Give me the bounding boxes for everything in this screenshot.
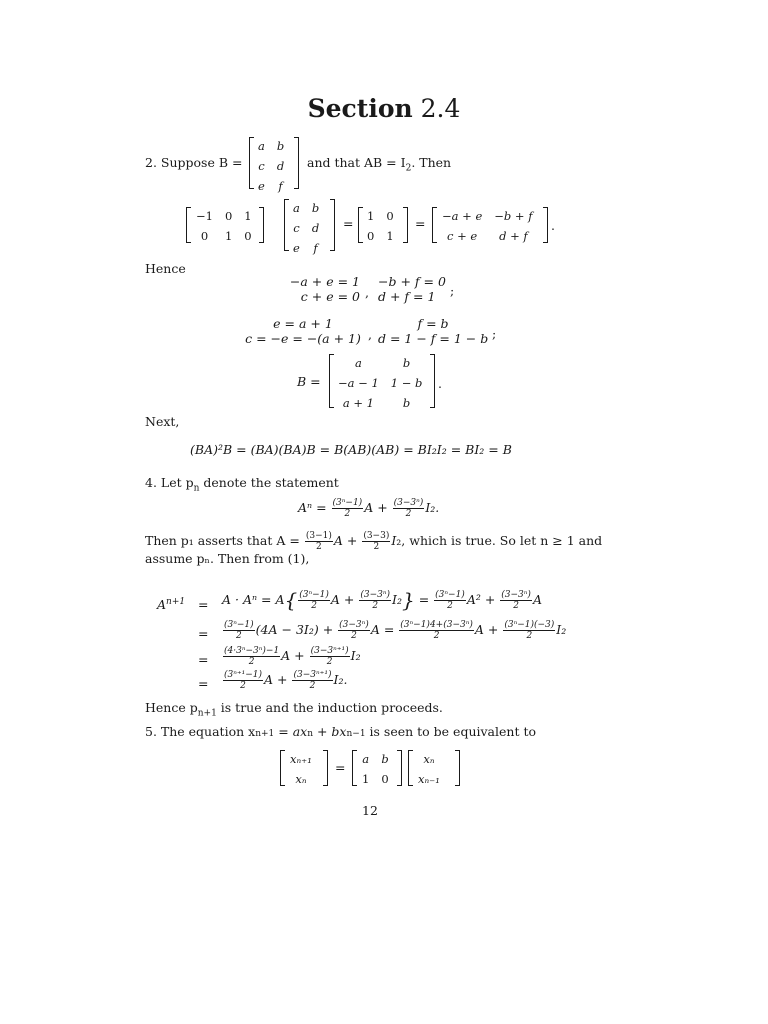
comma: , [368, 327, 372, 342]
p4-then-1: Then p₁ asserts that A = $\frac{(3-1)}{2}$ A + $\frac{(3-3)}{2}$ I₂, which is true. So let n ≥ 1 and [145, 531, 603, 552]
cell: a [258, 139, 265, 153]
bracket [430, 354, 435, 408]
then-tail: , which is true. So let n ≥ 1 and [401, 533, 603, 548]
deriv-eq-3: = [198, 652, 209, 667]
bracket [259, 207, 264, 243]
cell: d [311, 221, 320, 235]
p5-intro-text: 5. The equation x [145, 724, 256, 739]
cell: e [293, 241, 300, 255]
cell: 1 [386, 229, 394, 243]
cell: e [258, 179, 265, 193]
equals: = [343, 216, 354, 231]
bracket [543, 207, 548, 243]
p5-intro-rest: is seen to be equivalent to [365, 724, 537, 739]
matrix-X0 [412, 749, 446, 789]
B-equals: B = [297, 374, 321, 389]
p4-hence [145, 700, 443, 722]
p4-then-2: assume pₙ. Then from (1), [145, 551, 310, 566]
eq2-right [378, 316, 488, 346]
cell: xₙ [423, 752, 435, 766]
matrix-A [190, 206, 258, 246]
semicolon: ; [450, 283, 455, 298]
eq1-right [378, 274, 446, 304]
matrix-AB [436, 206, 538, 246]
p2-intro-tail [307, 155, 451, 177]
cell: b [381, 752, 389, 766]
p2-intro-b: and that AB = I [307, 155, 406, 170]
bracket [330, 199, 335, 251]
then-text: Then p₁ asserts that A = [145, 533, 304, 548]
cell: −1 [196, 209, 213, 223]
p2-intro-c: . Then [411, 155, 452, 170]
cell: b [402, 356, 411, 370]
equals: = [415, 216, 426, 231]
cell: f [278, 179, 283, 193]
bracket [294, 137, 299, 189]
deriv-eq-1: = [198, 597, 209, 612]
derivation-lhs: $A^{n+1}$ [157, 597, 186, 613]
section-word: Section [307, 94, 413, 123]
cell: c [293, 221, 300, 235]
p2-sub: 2 [405, 163, 412, 174]
section-title [0, 92, 768, 126]
hence-tail: is true and the induction proceeds. [216, 700, 443, 715]
eq-line: e = a + 1 [273, 316, 333, 331]
matrix-B [252, 136, 290, 196]
eq1-left [280, 274, 360, 304]
bracket [323, 750, 328, 786]
cell: xₙ₋₁ [418, 772, 440, 786]
period: . [551, 218, 555, 233]
eq-line: c = −e = −(a + 1) [245, 331, 361, 346]
hence-sub: n+1 [197, 708, 217, 719]
bracket [403, 207, 408, 243]
eq-line: d = 1 − f = 1 − b [378, 331, 489, 346]
cell: 1 [244, 209, 252, 223]
deriv-eq-4: = [198, 676, 209, 691]
p4-intro-tail: denote the statement [199, 475, 339, 490]
cell: xₙ [295, 772, 307, 786]
p4-intro-text: 4. Let p [145, 475, 194, 490]
cell: 0 [367, 229, 375, 243]
p4-statement: Aⁿ = $\frac{\text{(3ⁿ−1)}}{2}$ A + $\frac{\text{(3−3ⁿ)}}{2}$ I₂. [298, 498, 440, 519]
eq2-left [245, 316, 361, 346]
cell: b [402, 396, 411, 410]
comma: , [365, 285, 369, 300]
cell: d + f [499, 229, 528, 243]
cell: 0 [386, 209, 394, 223]
cell: 1 − b [390, 376, 423, 390]
p2-intro [145, 155, 242, 170]
eq-line: d + f = 1 [378, 289, 436, 304]
cell: b [276, 139, 285, 153]
p2-intro-a: 2. Suppose B = [145, 155, 243, 170]
matrix-X1 [284, 749, 318, 789]
cell: c + e [447, 229, 478, 243]
cell: a [293, 201, 300, 215]
derivation-line-1: A · Aⁿ = A{ $\frac{\text{(3ⁿ−1)}}{2}$ A + $\frac{\text{(3−3ⁿ)}}{2}$ I₂} = $\frac{\text{(3ⁿ−1)}}{2}$ A² + $\frac{\text{(3−3ⁿ)}}{2}$ A [222, 588, 542, 612]
page-number: 12 [362, 803, 378, 818]
cell: 1 [224, 229, 233, 243]
cell: f [313, 241, 318, 255]
cell: a + 1 [342, 396, 374, 410]
cell: 0 [244, 229, 252, 243]
cell: b [311, 201, 320, 215]
cell: 0 [381, 772, 389, 786]
cell: 1 [367, 209, 375, 223]
period: . [438, 376, 442, 391]
eq-line: −a + e = 1 [289, 274, 360, 289]
semicolon: ; [492, 326, 497, 341]
matrix-M [356, 749, 395, 789]
matrix-I [361, 206, 400, 246]
eq-line: f = b [417, 316, 449, 331]
cell: xₙ₊₁ [290, 752, 312, 766]
p5-intro: 5. The equation xn+1 = axn + bxn−1 is seen to be equivalent to [145, 724, 537, 739]
cell: d [276, 159, 285, 173]
cell: −a + e [442, 209, 483, 223]
equals: = [335, 760, 346, 775]
bracket [455, 750, 460, 786]
cell: −a − 1 [338, 376, 379, 390]
cell: −b + f [494, 209, 533, 223]
derivation-line-3: $\frac{\text{(4·3ⁿ−3ⁿ)−1}}{2}$ A + $\frac{\text{(3−3ⁿ⁺¹)}}{2}$ I₂ [224, 646, 361, 667]
eq-line: c + e = 0 [300, 289, 360, 304]
bracket [397, 750, 402, 786]
deriv-eq-2: = [198, 626, 209, 641]
cell: a [354, 356, 362, 370]
cell: 1 [362, 772, 370, 786]
cell: c [258, 159, 265, 173]
hence-text: Hence p [145, 700, 198, 715]
hence-label: Hence [145, 261, 186, 276]
derivation-line-2: $\frac{\text{(3ⁿ−1)}}{2}$ (4A − 3I₂) + $\frac{\text{(3−3ⁿ)}}{2}$ A = $\frac{\text{(3ⁿ−1)4+(3−3ⁿ)}}{2}$ A + $\frac{\text{(3ⁿ−1)(−3)}}{2}$ I₂ [224, 620, 567, 641]
cell: a [362, 752, 370, 766]
derivation-line-4: $\frac{\text{(3ⁿ⁺¹−1)}}{2}$ A + $\frac{\text{(3−3ⁿ⁺¹)}}{2}$ I₂. [224, 670, 348, 691]
eq-line: −b + f = 0 [378, 274, 446, 289]
matrix-B-solution [332, 353, 428, 413]
next-label: Next, [145, 414, 180, 429]
cell: 0 [200, 229, 209, 243]
matrix-B2 [287, 198, 325, 258]
p4-intro [145, 475, 339, 497]
final-equation: (BA)²B = (BA)(BA)B = B(AB)(AB) = BI₂I₂ = BI₂ = B [190, 442, 512, 457]
cell: 0 [224, 209, 233, 223]
section-number: 2.4 [420, 94, 461, 123]
p4-sub: n [193, 483, 200, 494]
